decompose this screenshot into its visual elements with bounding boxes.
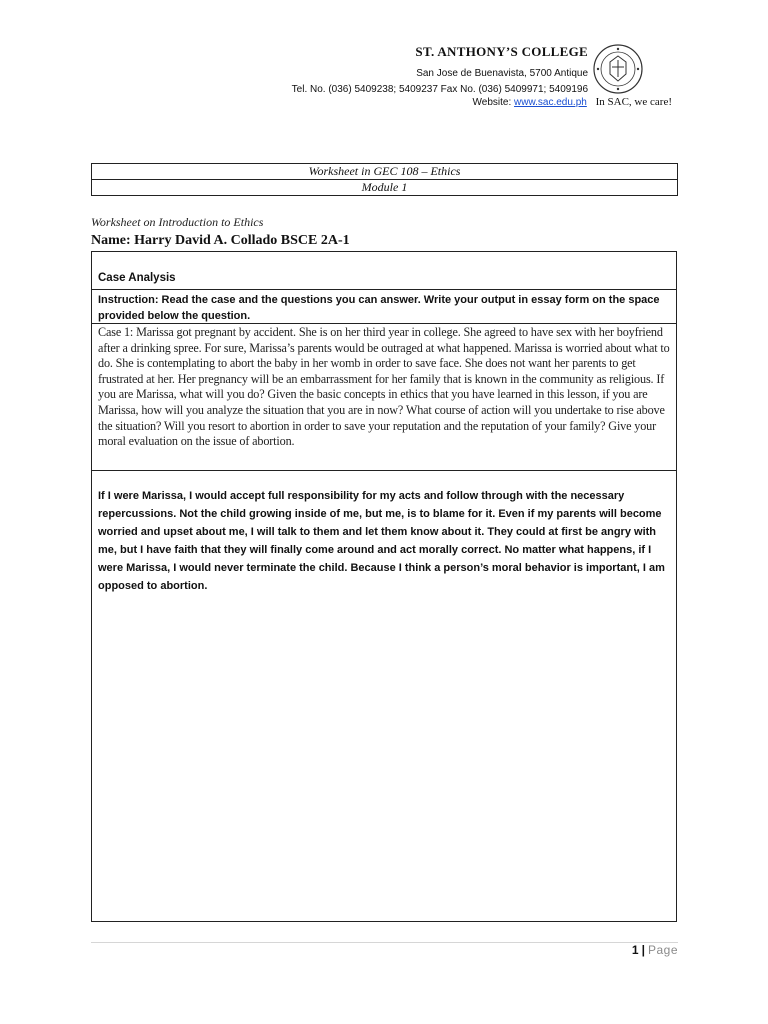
case-analysis-title: Case Analysis	[92, 252, 676, 290]
college-address: San Jose de Buenavista, 5700 Antique	[416, 68, 588, 79]
worksheet-title: Worksheet in GEC 108 – Ethics	[92, 164, 678, 180]
worksheet-title-table	[91, 163, 678, 196]
college-motto: In SAC, we care!	[595, 96, 672, 108]
case-analysis-box	[91, 251, 677, 922]
letterhead	[292, 44, 588, 98]
instruction-text: Instruction: Read the case and the questions you can answer. Write your output in essay form on the space provided below the question.	[92, 290, 676, 324]
page-separator: |	[641, 943, 645, 957]
footer-divider	[91, 942, 678, 943]
answer-text: If I were Marissa, I would accept full responsibility for my acts and follow through with the necessary repercussions. Not the child growing inside of me, but me, is to blame for it. Even if my parents will become worried and upset about me, I will talk to them and let them know about it. They could at first be angry with me, but I have faith that they will finally come around and act morally correct. No matter what happens, if I were Marissa, I would never terminate the child. Because I think a person’s moral behavior is important, I am opposed to abortion.	[98, 490, 665, 592]
page-number: 1	[631, 943, 639, 957]
page-word: Page	[647, 943, 678, 957]
website-line	[473, 96, 673, 108]
website-link[interactable]: www.sac.edu.ph	[514, 97, 587, 108]
worksheet-intro: Worksheet on Introduction to Ethics	[91, 215, 264, 229]
module-label: Module 1	[92, 180, 678, 196]
college-contact: Tel. No. (036) 5409238; 5409237 Fax No. (036) 5409971; 5409196	[291, 84, 588, 95]
case-text: Case 1: Marissa got pregnant by accident. She is on her third year in college. She agreed to have sex with her boyfriend after a drinking spree. For sure, Marissa’s parents would be outraged at what happened. Marissa is worried about what to do. She is contemplating to abort the baby in her womb in order to save face. She does not want her parents to get frustrated at her. Her pregnancy will be an embarrassment for her family that is known in the community as religious. If you are Marissa, what will you do? Given the basic concepts in ethics that you have learned in this lesson, if you are Marissa, how will you analyze the situation that you are in now? What course of action will you undertake to rise above the situation? Will you resort to abortion in order to save your reputation and the reputation of your family? Give your moral evaluation on the issue of abortion.	[92, 324, 676, 471]
college-seal-icon	[593, 44, 643, 94]
college-name: ST. ANTHONY’S COLLEGE	[415, 44, 588, 59]
website-label: Website:	[472, 97, 512, 108]
page-footer	[632, 943, 678, 957]
student-name: Name: Harry David A. Collado BSCE 2A-1	[91, 233, 350, 248]
